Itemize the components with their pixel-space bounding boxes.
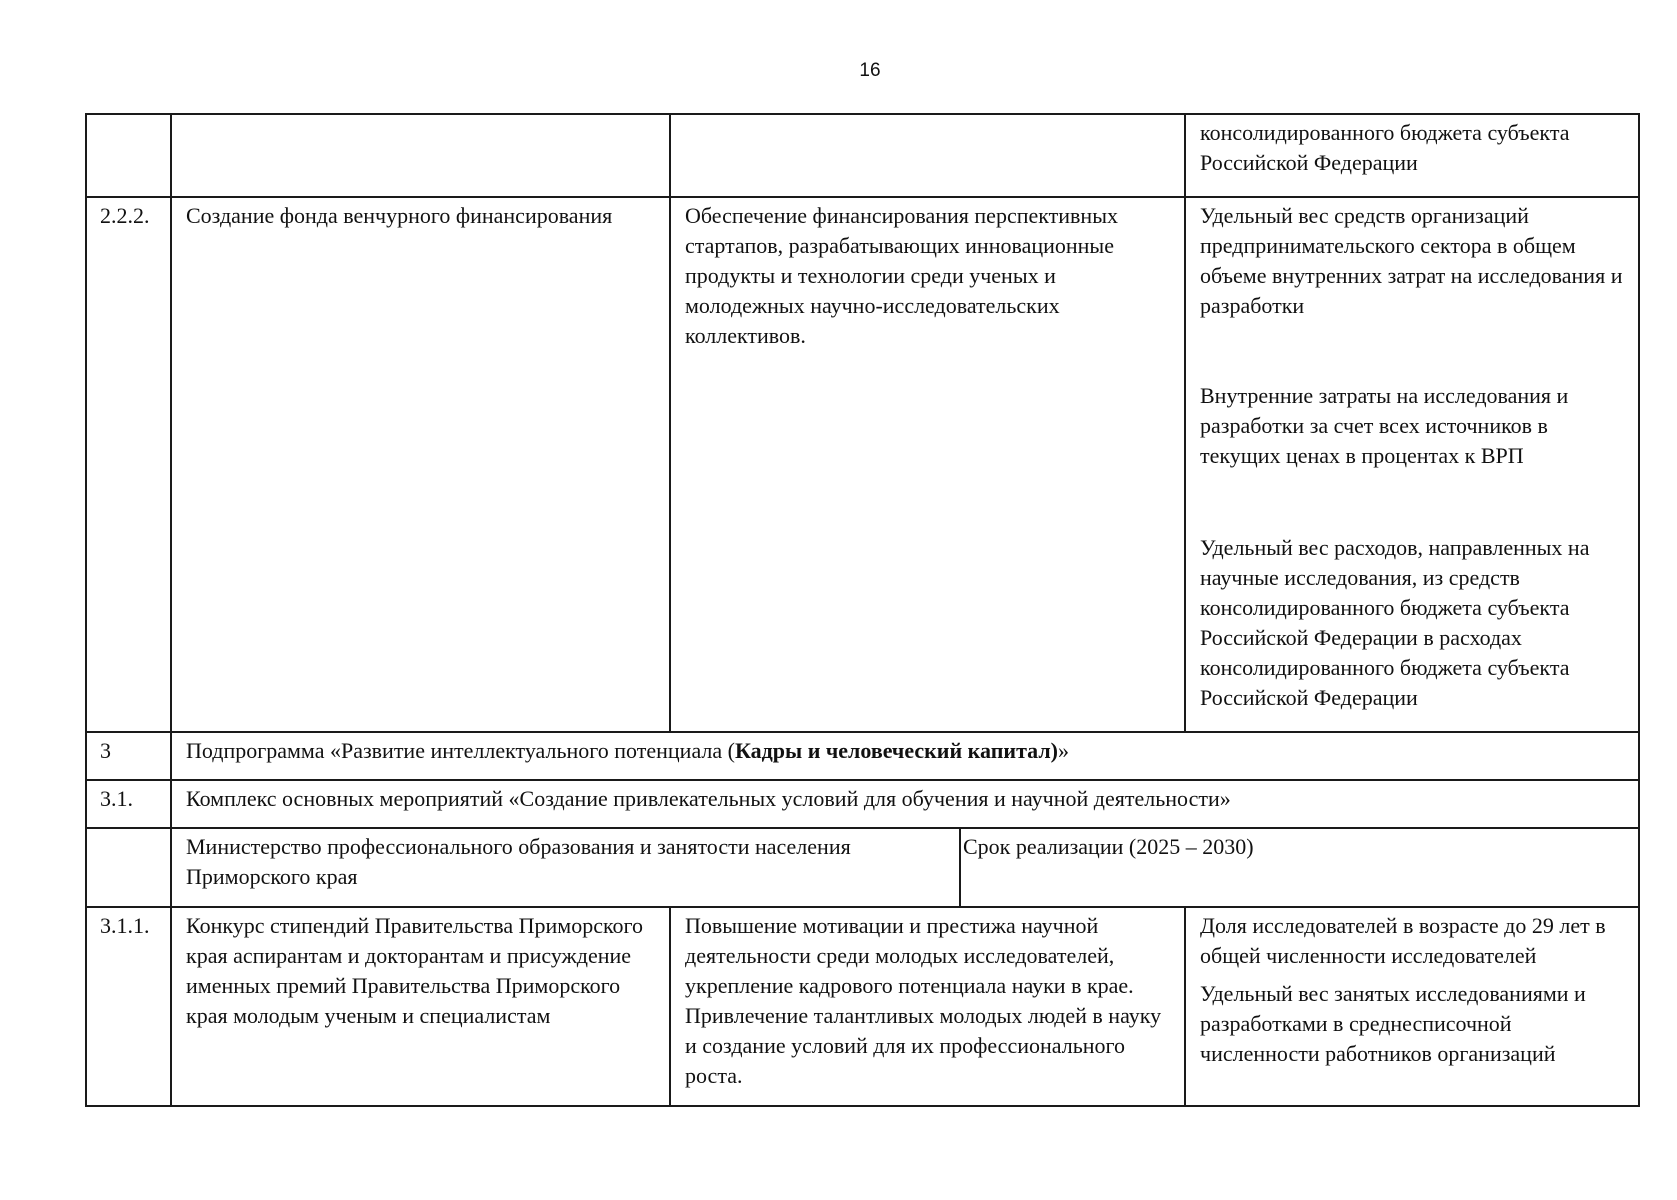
subprogram-title-suffix: » [1058, 738, 1070, 763]
cell-result-empty [670, 114, 1185, 197]
event-name: Конкурс стипендий Правительства Приморского края аспирантам и докторантам и присуждение именных премий Правительства Приморского края молодым ученым и специалистам [171, 907, 670, 1106]
table-row-3-1-1 [86, 907, 1639, 1106]
cell-number-empty [86, 114, 171, 197]
cell-number-empty [86, 828, 171, 907]
subprogram-title [171, 732, 1639, 780]
responsible-ministry: Министерство профессионального образования и занятости населения Приморского края [171, 828, 960, 907]
indicator-item: Внутренние затраты на исследования и разработки за счет всех источников в текущих ценах в процентах к ВРП [1200, 383, 1569, 468]
indicator-cell [1185, 197, 1639, 732]
complex-title: Комплекс основных мероприятий «Создание привлекательных условий для обучения и научной деятельности» [171, 780, 1639, 828]
subprogram-title-prefix: Подпрограмма «Развитие интеллектуального потенциала ( [186, 738, 735, 763]
table-row-responsible [86, 828, 1639, 907]
table-row-3 [86, 732, 1639, 780]
program-table [85, 113, 1640, 1107]
subprogram-title-bold: Кадры и человеческий капитал) [734, 738, 1059, 763]
cell-event-empty [171, 114, 670, 197]
cell-indicator-continuation: консолидированного бюджета субъекта Российской Федерации [1185, 114, 1639, 197]
indicator-cell [1185, 907, 1639, 1106]
indicator-item: Доля исследователей в возрасте до 29 лет в общей численности исследователей [1200, 913, 1606, 968]
expected-result: Обеспечение финансирования перспективных стартапов, разрабатывающих инновационные продукты и технологии среди ученых и молодежных научно-исследовательских коллективов. [670, 197, 1185, 732]
indicator-item: Удельный вес расходов, направленных на научные исследования, из средств консолидированного бюджета субъекта Российской Федерации в расходах консолидированного бюджета субъекта Российской Федерации [1200, 535, 1590, 710]
table-row-2-2-2 [86, 197, 1639, 732]
row-number: 3.1. [86, 780, 171, 828]
event-name: Создание фонда венчурного финансирования [171, 197, 670, 732]
implementation-term: Срок реализации (2025 – 2030) [960, 828, 1639, 907]
table-row-continuation [86, 114, 1639, 197]
row-number: 3 [86, 732, 171, 780]
row-number: 2.2.2. [86, 197, 171, 732]
page-number: 16 [859, 60, 881, 81]
indicator-item: Удельный вес занятых исследованиями и разработками в среднесписочной численности работников организаций [1200, 981, 1586, 1066]
indicator-item: Удельный вес средств организаций предпринимательского сектора в общем объеме внутренних затрат на исследования и разработки [1200, 203, 1623, 318]
expected-result: Повышение мотивации и престижа научной деятельности среди молодых исследователей, укрепление кадрового потенциала науки в крае. Привлечение талантливых молодых людей в науку и создание условий для их профессионального роста. [670, 907, 1185, 1106]
table-row-3-1 [86, 780, 1639, 828]
row-number: 3.1.1. [86, 907, 171, 1106]
